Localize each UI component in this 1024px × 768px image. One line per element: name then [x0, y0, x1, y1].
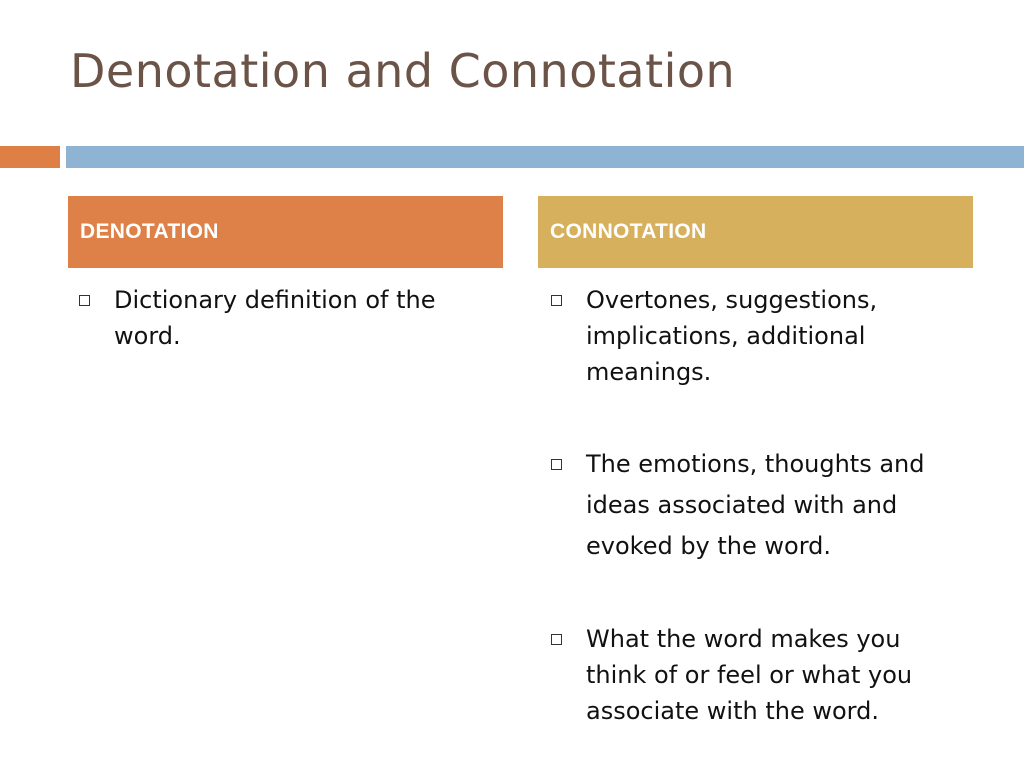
denotation-list — [76, 282, 496, 354]
accent-bar-blue — [66, 146, 1024, 168]
connotation-bullet — [548, 621, 968, 729]
connotation-bullet — [548, 282, 968, 390]
hollow-square-bullet-icon — [551, 634, 562, 645]
connotation-bullet — [548, 444, 968, 567]
connotation-bullet-text: What the word makes you think of or feel or what you associate with the word. — [586, 625, 913, 725]
denotation-header-label: DENOTATION — [80, 220, 219, 243]
denotation-header — [68, 196, 503, 268]
hollow-square-bullet-icon — [551, 295, 562, 306]
connotation-header-label: CONNOTATION — [550, 220, 707, 243]
hollow-square-bullet-icon — [79, 295, 90, 306]
connotation-bullet-text: Overtones, suggestions, implications, additional meanings. — [586, 286, 878, 386]
connotation-header — [538, 196, 973, 268]
denotation-bullet — [76, 282, 496, 354]
hollow-square-bullet-icon — [551, 459, 562, 470]
denotation-bullet-text: Dictionary definition of the word. — [114, 286, 436, 350]
slide-title: Denotation and Connotation — [70, 44, 736, 98]
connotation-bullet-text: The emotions, thoughts and ideas associated with and evoked by the word. — [586, 450, 925, 560]
accent-bar-orange — [0, 146, 60, 168]
connotation-list — [548, 282, 968, 729]
